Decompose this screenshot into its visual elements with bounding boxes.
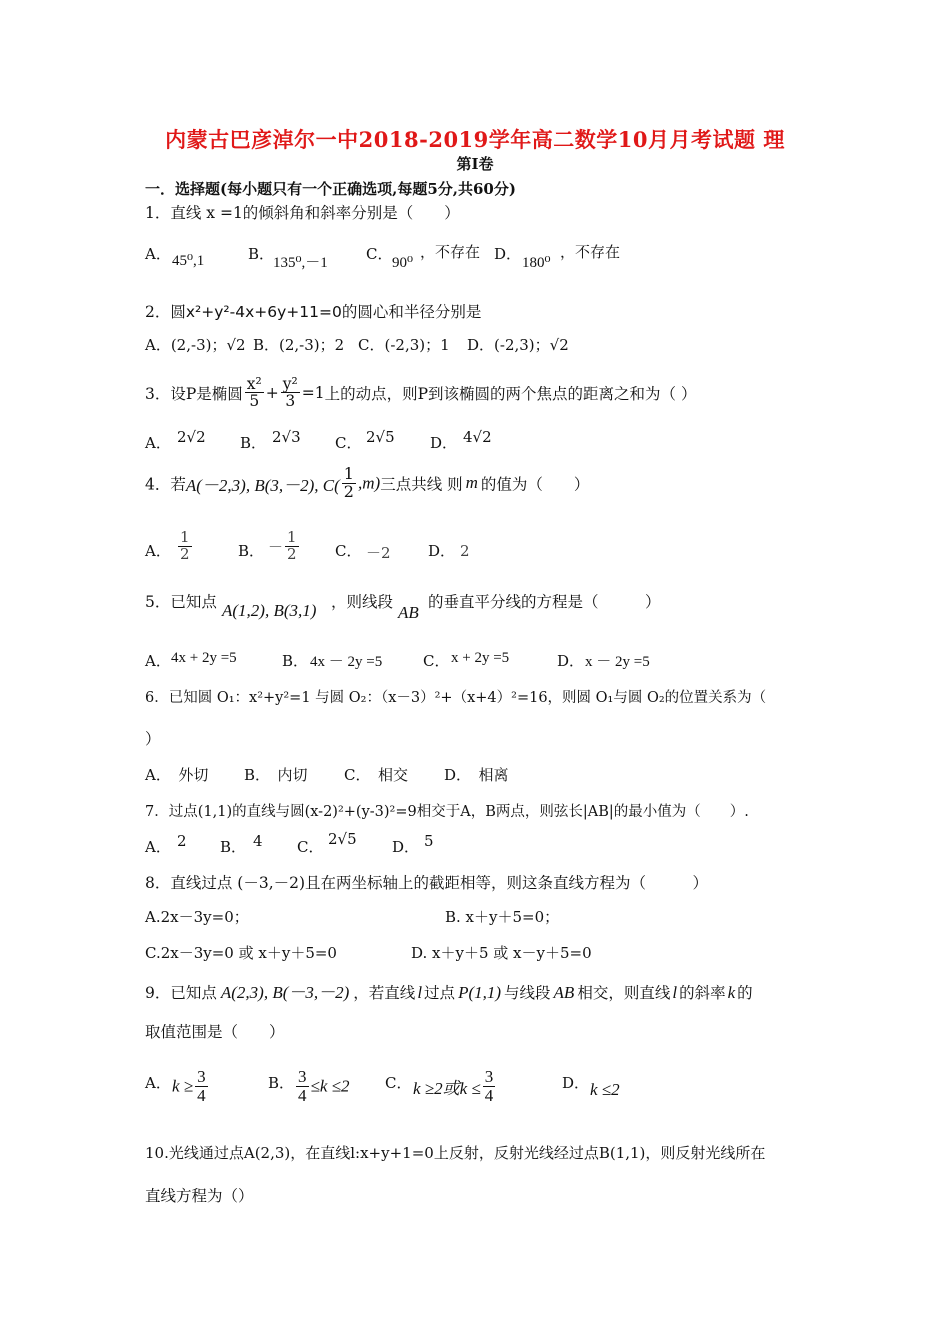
q4-option-a-numerator: 1 xyxy=(180,528,190,546)
q4-points: A(－2,3), B(3,－2), C( xyxy=(185,475,340,495)
q1-option-b-value: 135⁰,－1 xyxy=(273,255,328,271)
q3-option-a-label: A． xyxy=(145,434,171,452)
q9-option-b-numerator: 3 xyxy=(298,1067,307,1086)
q9-stem-end: 的 xyxy=(737,984,753,1002)
question-7-stem: 7．过点(1,1)的直线与圆(x-2)²+(y-3)²=9相交于A，B两点，则弦长|AB|的最小值为（ ）. xyxy=(145,804,749,820)
q3-option-b-label: B． xyxy=(240,434,267,452)
q7-option-b-label: B． xyxy=(220,838,247,856)
question-4-stem xyxy=(145,466,589,501)
q4-variable: m xyxy=(465,473,478,493)
question-1-stem: 1．直线 x =1的倾斜角和斜率分别是（ ） xyxy=(145,204,460,222)
q1-option-a-label: A． xyxy=(145,245,171,263)
q9-option-c-label: C． xyxy=(385,1074,412,1092)
q9-stem-mid3: 与线段 xyxy=(504,984,551,1002)
exam-title: 内蒙古巴彦淖尔一中2018-2019学年高二数学10月月考试题 理 xyxy=(165,127,785,152)
q4-fraction-numerator: 1 xyxy=(343,464,354,483)
q9-option-a-denominator: 4 xyxy=(197,1085,206,1105)
q4-option-b-value xyxy=(268,530,301,563)
q9-option-d-value: k ≤2 xyxy=(590,1080,620,1099)
q6-option-a: A． 外切 xyxy=(145,766,209,784)
q5-option-b-value: 4x － 2y =5 xyxy=(310,654,383,670)
q9-option-a-value xyxy=(172,1068,210,1105)
q9-stem-prefix: 9．已知点 xyxy=(145,984,217,1002)
q9-option-d-label: D． xyxy=(562,1074,590,1092)
q5-option-d-label: D． xyxy=(557,652,585,670)
q5-option-a-value: 4x + 2y =5 xyxy=(171,650,237,666)
q4-fraction-denominator: 2 xyxy=(343,481,354,501)
q2-stem-prefix: 2．圆 xyxy=(145,303,186,321)
q3-fraction-y-numerator: y² xyxy=(282,375,298,393)
q1-option-c-value: 90⁰ xyxy=(392,255,414,271)
q2-option-c: C．(-2,3)；1 xyxy=(358,336,450,354)
q9-option-b-value xyxy=(294,1068,349,1105)
q3-option-c-value: 2√5 xyxy=(366,428,395,446)
q5-option-c-value: x + 2y =5 xyxy=(451,650,510,666)
q4-fraction xyxy=(342,466,356,501)
q9-option-b-label: B． xyxy=(268,1074,295,1092)
q3-fraction-x-denominator: 5 xyxy=(249,392,260,411)
q3-fraction-x xyxy=(245,376,264,410)
q9-point-p: P(1,1) xyxy=(458,983,502,1002)
q5-points: A(1,2), B(3,1) xyxy=(222,601,317,620)
q7-option-a-label: A． xyxy=(145,838,171,856)
q7-option-d-value: 5 xyxy=(424,832,434,850)
q4-option-b-label: B． xyxy=(238,542,265,560)
q4-option-b-denominator: 2 xyxy=(287,544,297,563)
q4-option-a-denominator: 2 xyxy=(180,544,190,563)
q3-fraction-y-denominator: 3 xyxy=(285,392,296,411)
q3-option-c-label: C． xyxy=(335,434,362,452)
q1-option-c-label: C． xyxy=(366,245,393,263)
q4-stem-prefix: 4．若 xyxy=(145,475,186,494)
q4-option-c-value: －2 xyxy=(366,544,391,562)
q9-option-c-denominator: 4 xyxy=(484,1085,494,1105)
q9-stem-mid4: 相交，则直线 xyxy=(577,984,671,1002)
question-6-stem-line1: 6．已知圆 O₁：x²+y²=1 与圆 O₂：（x－3）²+（x+4）²=16，则圆 O₁与圆 O₂的位置关系为（ xyxy=(145,690,767,706)
q1-option-a-value: 45⁰,1 xyxy=(172,253,205,269)
q5-segment: AB xyxy=(398,603,419,622)
q9-segment-ab: AB xyxy=(553,983,575,1002)
q5-stem-middle: ，则线段 xyxy=(331,593,394,611)
q4-option-c-label: C． xyxy=(335,542,362,560)
q6-option-d: D． 相离 xyxy=(444,766,509,784)
q1-option-d-label: D． xyxy=(494,245,522,263)
q9-slope-k: k xyxy=(727,983,736,1002)
question-9-stem-line2: 取值范围是（ ） xyxy=(145,1023,285,1041)
q3-option-a-value: 2√2 xyxy=(177,428,206,446)
q9-stem-mid5: 的斜率 xyxy=(679,984,726,1002)
q5-option-c-label: C． xyxy=(423,652,450,670)
q9-line-l: l xyxy=(417,983,423,1002)
question-2-stem xyxy=(145,300,481,322)
q9-option-a-text: k ≥ xyxy=(172,1076,194,1096)
question-6-stem-line2: ） xyxy=(145,730,161,748)
q9-points: A(2,3), B(－3,－2) xyxy=(220,983,350,1002)
q3-fraction-x-numerator: x² xyxy=(246,375,262,393)
q3-option-d-value: 4√2 xyxy=(463,428,492,446)
q3-fraction-y xyxy=(281,376,300,410)
q4-stem-middle: 三点共线 则 xyxy=(380,475,463,494)
question-3-stem xyxy=(145,376,696,410)
q6-option-c: C． 相交 xyxy=(344,766,408,784)
q2-option-b: B．(2,-3)；2 xyxy=(253,336,345,354)
q3-equals: =1 xyxy=(301,383,325,402)
q9-option-c-numerator: 3 xyxy=(484,1067,494,1086)
q8-option-b: B. x＋y＋5=0； xyxy=(445,908,560,926)
q3-stem-suffix: 上的动点，则P到该椭圆的两个焦点的距离之和为（ ） xyxy=(324,384,697,403)
q9-option-a-label: A． xyxy=(145,1074,171,1092)
q7-option-d-label: D． xyxy=(392,838,420,856)
q7-option-c-label: C． xyxy=(297,838,324,856)
q3-option-d-label: D． xyxy=(430,434,458,452)
question-8-stem: 8．直线过点 (－3,－2)且在两坐标轴上的截距相等，则这条直线方程为（ ） xyxy=(145,874,709,892)
q4-option-d-label: D． xyxy=(428,542,456,560)
q3-plus: + xyxy=(265,383,279,402)
q3-stem-prefix: 3．设P是椭圆 xyxy=(145,384,243,403)
q9-stem-mid1: ，若直线 xyxy=(353,984,416,1002)
q8-option-a: A.2x－3y=0； xyxy=(145,908,249,926)
q4-option-a-value xyxy=(176,530,194,563)
q4-option-a-label: A． xyxy=(145,542,171,560)
q7-option-a-value: 2 xyxy=(177,832,187,850)
q5-option-a-label: A． xyxy=(145,652,171,670)
q4-stem-suffix: 的值为（ ） xyxy=(480,475,590,494)
volume-label: 第Ⅰ卷 xyxy=(456,155,494,173)
q6-option-b: B． 内切 xyxy=(244,766,308,784)
q9-line-l-2: l xyxy=(672,983,678,1002)
q9-option-c-value xyxy=(413,1068,497,1105)
question-10-stem-line2: 直线方程为（） xyxy=(145,1187,254,1205)
q1-option-d-value: 180⁰ xyxy=(522,255,551,271)
q9-stem-mid2: 过点 xyxy=(424,984,456,1002)
q5-stem-suffix: 的垂直平分线的方程是（ ） xyxy=(428,593,661,611)
q7-option-b-value: 4 xyxy=(253,832,263,850)
q2-option-a: A．(2,-3)；√2 xyxy=(145,336,246,354)
q4-option-d-value: 2 xyxy=(460,542,470,560)
q5-option-b-label: B． xyxy=(282,652,309,670)
question-10-stem-line1: 10.光线通过点A(2,3)，在直线l:x+y+1=0上反射，反射光线经过点B(1,1)，则反射光线所在 xyxy=(145,1144,766,1162)
q4-option-b-sign: － xyxy=(268,537,284,556)
q7-option-c-value: 2√5 xyxy=(328,830,357,848)
q1-option-b-label: B． xyxy=(248,245,275,263)
q3-option-b-value: 2√3 xyxy=(272,428,301,446)
question-5-stem-prefix: 5．已知点 xyxy=(145,593,217,611)
q9-option-b-text: ≤k ≤2 xyxy=(310,1076,350,1096)
q2-stem-suffix: 的圆心和半径分别是 xyxy=(341,303,482,321)
q8-option-c: C.2x－3y=0 或 x＋y＋5=0 xyxy=(145,944,337,962)
q1-option-c-tail: ，不存在 xyxy=(420,243,481,261)
q9-option-a-numerator: 3 xyxy=(197,1067,206,1086)
q5-option-d-value: x － 2y =5 xyxy=(585,654,650,670)
q2-option-d: D．(-2,3)；√2 xyxy=(467,336,569,354)
q9-option-c-text: k ≥2或k ≤ xyxy=(413,1078,481,1098)
q8-option-d: D. x＋y＋5 或 x－y＋5=0 xyxy=(411,944,592,962)
q4-points-end: ,m) xyxy=(357,473,381,493)
section-heading: 一．选择题(每小题只有一个正确选项,每题5分,共60分) xyxy=(145,180,516,198)
q1-option-d-tail: ，不存在 xyxy=(560,243,621,261)
q4-option-b-numerator: 1 xyxy=(287,528,297,546)
question-9-stem-line1 xyxy=(145,978,753,1003)
q9-option-b-denominator: 4 xyxy=(298,1085,307,1105)
q2-equation: x²+y²-4x+6y+11=0 xyxy=(185,303,342,321)
